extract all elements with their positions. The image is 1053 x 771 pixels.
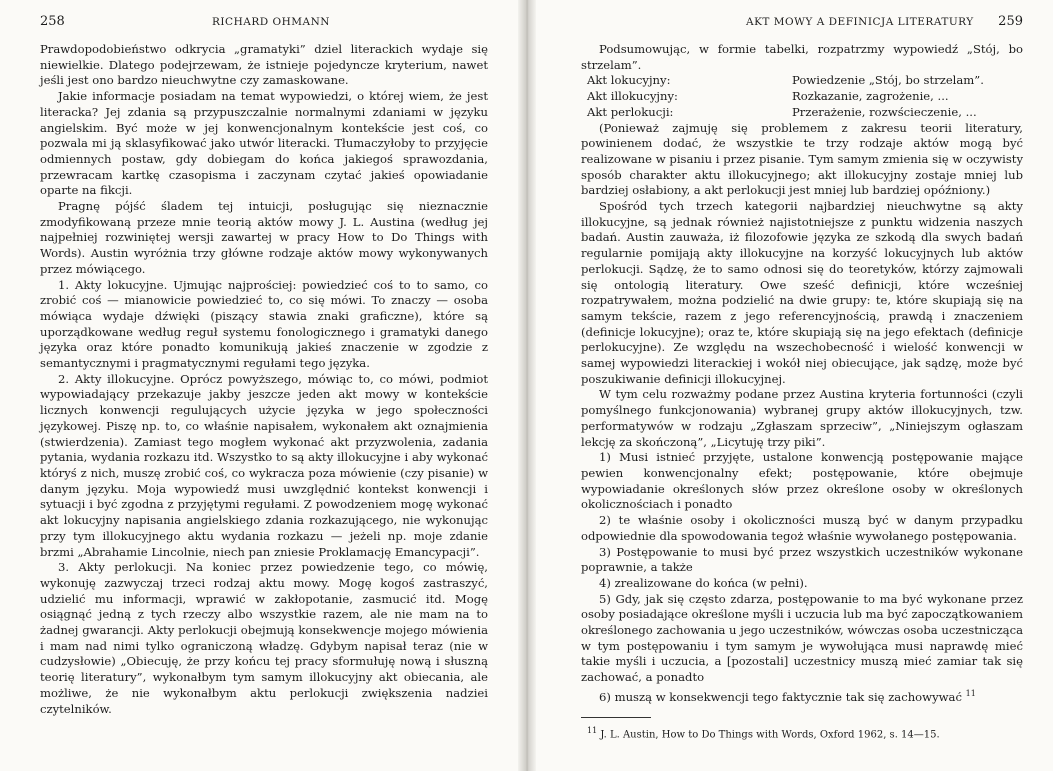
criterion-item: 4) zrealizowane do końca (w pełni).	[599, 575, 808, 590]
footnote-reference: 11	[965, 688, 976, 698]
table-act-value: Rozkazanie, zagrożenie, ...	[792, 89, 949, 104]
right-running-head	[581, 14, 1023, 34]
criterion-item	[581, 686, 1023, 706]
criterion-item: 2) te właśnie osoby i okoliczności muszą być w danym przypadku odpowiednie dla spowodowania tegoż właśnie wywołanego postępowania.	[581, 513, 1023, 543]
right-running-title: AKT MOWY A DEFINICJA LITERATURY	[746, 16, 974, 28]
paragraph: (Ponieważ zajmuję się problemem z zakresu teorii literatury, powinienem dodać, że wszystkie te trzy rodzaje aktów mogą być realizowane w pisaniu i przez pisanie. Tym samym zmienia się w oczywisty sposób charakter aktu illokucyjnego; akt illokucyjny zostaje mniej lub bardziej osłabiony, a akt perlokucji jest mniej lub bardziej opóźniony.)	[581, 120, 1023, 198]
left-page-number: 258	[40, 14, 65, 29]
criterion-item: 3) Postępowanie to musi być przez wszystkich uczestników wykonane poprawnie, a także	[581, 544, 1023, 575]
paragraph-locutionary: 1. Akty lokucyjne. Ujmując najprościej: powiedzieć coś to to samo, co zrobić coś — mianowicie powiedzieć to, co się mówi. To znaczy — osoba mówiąca wydaje dźwięki (piszący stawia znaki graficzne), które są uporządkowane według reguł systemu fonologicznego i gramatyki danego języka oraz które ponadto komunikują jakieś znaczenie w zgodzie z semantycznymi i pragmatycznymi regułami tego języka.	[40, 277, 488, 371]
footnote-marker: 11	[587, 726, 598, 736]
criterion-item: 5) Gdy, jak się często zdarza, postępowanie to ma być wykonane przez osoby posiadające określone myśli i uczucia lub ma być zapoczątkowaniem określonego zachowania u jego uczestników, wówczas osoba uczestnicząca w tym postępowaniu i tym samym je wywołująca musi naprawdę mieć takie myśli i uczucia, a [pozostali] uczestnicy muszą mieć zamiar tak się zachować, a ponadto	[581, 591, 1023, 685]
paragraph: Spośród tych trzech kategorii najbardziej nieuchwytne są akty illokucyjne, są jednak również najistotniejsze z punktu widzenia naszych badań. Austin zauważa, iż filozofowie języka ze szkodą dla swych badań regularnie pomijają akty illokucyjne na korzyść lokucyjnych lub aktów perlokucji. Sądzę, że to samo odnosi się do teoretyków, którzy zajmowali się ontologią literatury. Owe sześć definicji, które wcześniej rozpatrywałem, można podzielić na dwie grupy: te, które skupiają się na samym tekście, razem z jego referencyjnością, prawdą i znaczeniem (definicje lokucyjne); oraz te, które skupiają się na jego efektach (definicje perlokucyjne). Ze względu na wszechobecność i wielość konwencji w samej wypowiedzi literackiej i wokół niej obiecujące, jak sądzę, może być poszukiwanie definicji illokucyjnej.	[581, 199, 1023, 386]
table-act-value: Powiedzenie „Stój, bo strzelam”.	[792, 73, 984, 88]
paragraph-illocutionary: 2. Akty illokucyjne. Oprócz powyższego, mówiąc to, co mówi, podmiot wypowiadający przekazuje jakby jeszcze jeden akt mowy w kontekście licznych konwencji regulujących użycie języka w jego społeczności językowej. Piszę np. to, co właśnie napisałem, wykonałem akt oznajmienia (stwierdzenia). Zamiast tego mogłem wykonać akt przyzwolenia, zadania pytania, wydania rozkazu itd. Wszystko to są akty illokucyjne i aby wykonać któryś z nich, muszę zrobić coś, co wykracza poza mówienie (czy pisanie) w danym języku. Moja wypowiedź musi uwzględnić kontekst konwencji i sytuacji i być zgodna z przyjętymi regułami. Z powodzeniem mogę wykonać akt lokucyjny napisania angielskiego zdania rozkazującego, nie wykonując przy tym illokucyjnego aktu wydania rozkazu — jeżeli np. moje zdanie brzmi „Abrahamie Lincolnie, niech pan zniesie Proklamację Emancypacji”.	[40, 371, 488, 559]
right-body-text	[581, 42, 1023, 742]
footnote	[581, 724, 1023, 741]
paragraph: Jakie informacje posiadam na temat wypowiedzi, o której wiem, że jest literacka? Jej zdania są przypuszczalnie normalnymi zdaniami w języku angielskim. Być może w jej konwencjonalnym kontekście jest coś, co pozwala mi ją sklasyfikować jako utwór literacki. Tłumaczyłoby to przyjęcie odmiennych postaw, gdy dobiegam do końca jakiegoś sprawozdania, przewracam kartkę czasopisma i zaczynam czytać jakieś opowiadanie oparte na fikcji.	[40, 89, 488, 198]
criterion-item: 1) Musi istnieć przyjęte, ustalone konwencją postępowanie mające pewien konwencjonalny efekt; postępowanie, które obejmuje wypowiadanie określonych słów przez określone osoby w określonych okolicznościach i ponadto	[581, 450, 1023, 512]
left-running-head	[40, 14, 488, 34]
speech-act-table	[581, 73, 1023, 120]
footnote-divider	[581, 717, 651, 718]
footnote-text: J. L. Austin, How to Do Things with Words, Oxford 1962, s. 14—15.	[600, 729, 940, 741]
criterion-text: 6) muszą w konsekwencji tego faktycznie tak się zachowywać	[599, 689, 962, 704]
right-page	[533, 0, 1053, 771]
left-page	[0, 0, 520, 771]
right-page-number: 259	[998, 14, 1023, 29]
table-act-label: Akt illokucyjny:	[587, 89, 678, 104]
table-act-label: Akt lokucyjny:	[587, 73, 671, 88]
summary-intro: Podsumowując, w formie tabelki, rozpatrzmy wypowiedź „Stój, bo strzelam”.	[581, 42, 1023, 72]
paragraph: W tym celu rozważmy podane przez Austina kryteria fortunności (czyli pomyślnego funkcjonowania) wybranej grupy aktów illokucyjnych, tzw. performatywów w rodzaju „Zgłaszam sprzeciw”, „Niniejszym ogłaszam lekcję za skończoną”, „Licytuję trzy piki”.	[581, 387, 1023, 449]
paragraph: Pragnę pójść śladem tej intuicji, posługując się nieznacznie zmodyfikowaną przeze mnie teorią aktów mowy J. L. Austina (według jej najpełniej rozwiniętej wersji zawartej w pracy How to Do Things with Words). Austin wyróżnia trzy główne rodzaje aktów mowy wykonywanych przez mówiącego.	[40, 199, 488, 276]
paragraph-perlocutionary: 3. Akty perlokucji. Na koniec przez powiedzenie tego, co mówię, wykonuję zazwyczaj trzeci rodzaj aktu mowy. Mogę kogoś zastraszyć, udzielić mu informacji, wprawić w zakłopotanie, zasmucić itd. Mogę osiągnąć jedną z tych rzeczy albo wszystkie razem, ale nie mam na to żadnej gwarancji. Akty perlokucji obejmują konsekwencje mojego mówienia i mam nad nimi tylko ograniczoną władzę. Gdybym napisał teraz (nie w cudzysłowie) „Obiecuję, że przy końcu tej pracy sformułuję nową i słuszną teorię literatury”, wykonałbym tym samym illokucyjny akt obiecania, ale możliwe, że nie wykonałbym aktu perlokucji zwiększenia nadziei czytelników.	[40, 560, 488, 716]
left-body-text	[40, 42, 488, 717]
left-running-title: RICHARD OHMANN	[212, 16, 330, 28]
table-row	[581, 89, 1023, 105]
table-act-value: Przerażenie, rozwścieczenie, ...	[792, 104, 977, 119]
table-row	[581, 73, 1023, 89]
table-row	[581, 105, 1023, 121]
table-act-label: Akt perlokucji:	[587, 104, 674, 119]
paragraph: Prawdopodobieństwo odkrycia „gramatyki” dziel literackich wydaje się niewielkie. Dlatego podejrzewam, że istnieje pojedyncze kryterium, nawet jeśli jest ono bardzo nieuchwytne czy zamaskowane.	[40, 42, 488, 88]
